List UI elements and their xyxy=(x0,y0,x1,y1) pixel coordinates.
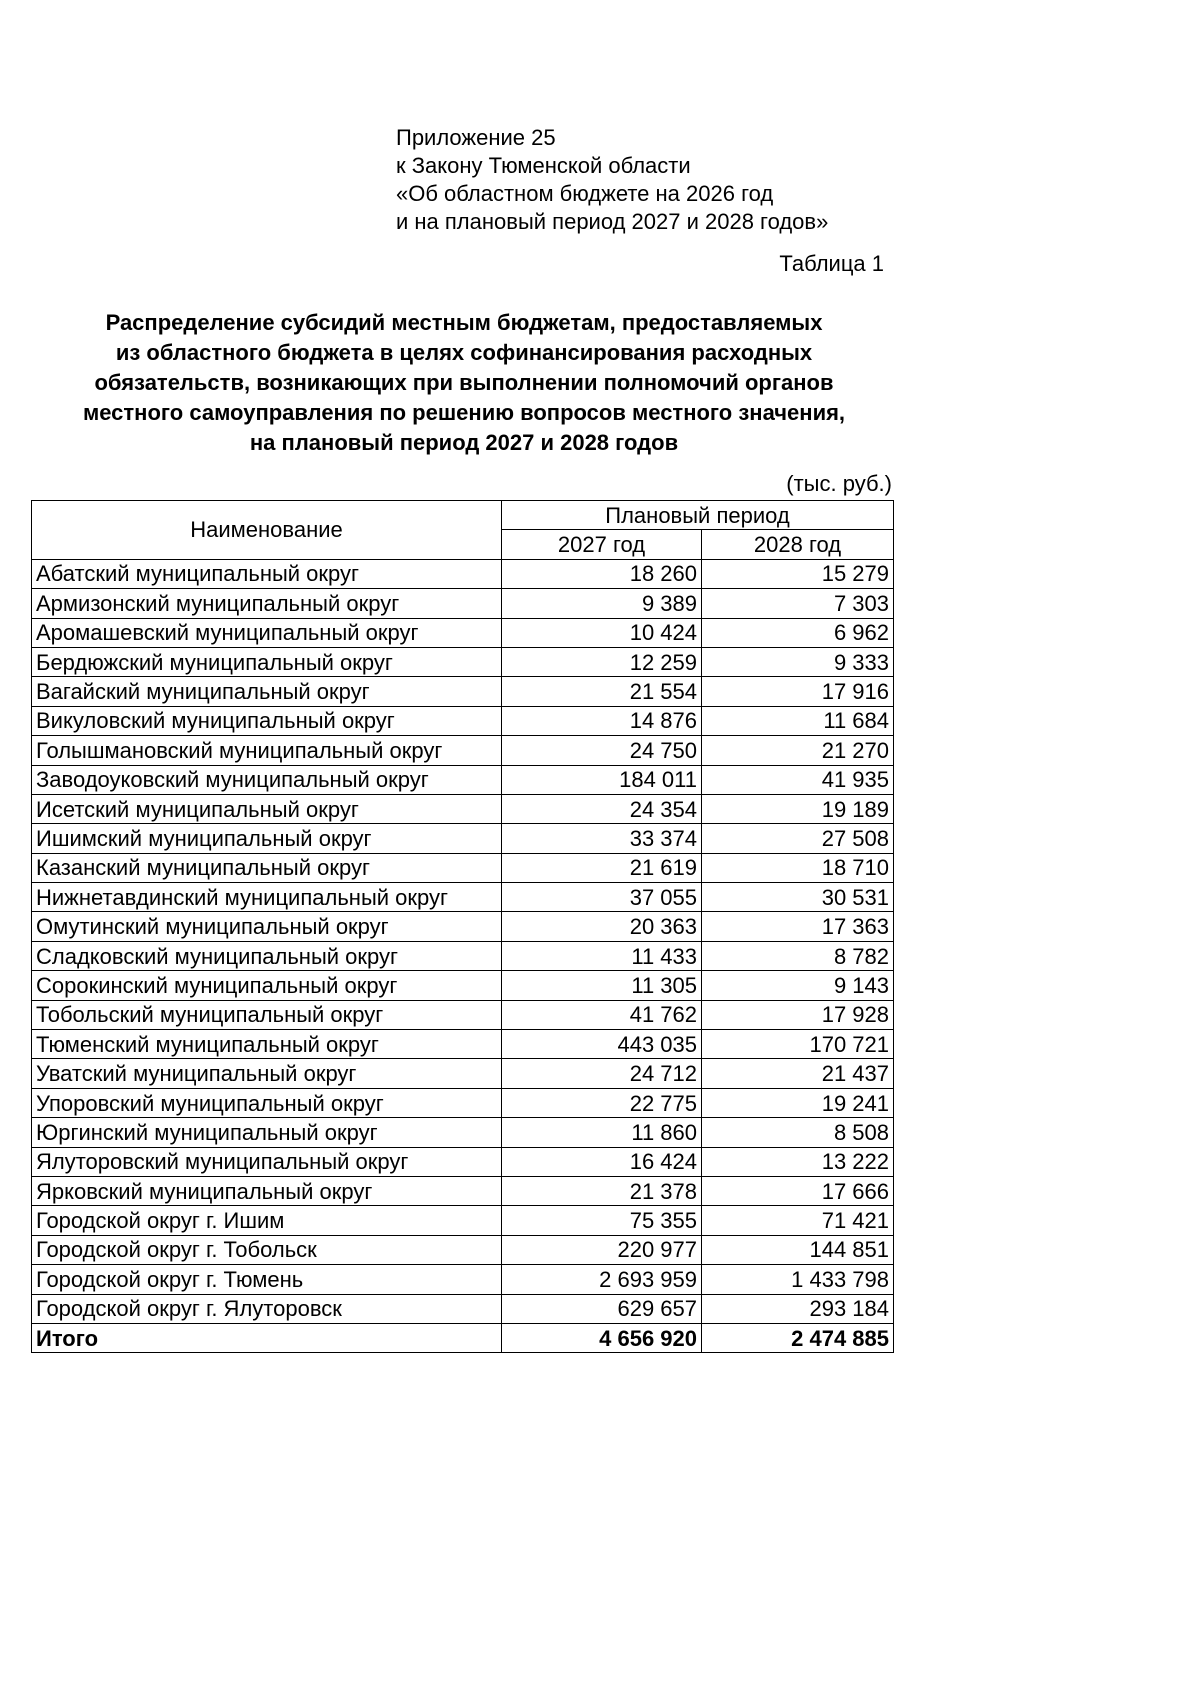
row-value-2028: 41 935 xyxy=(702,765,894,794)
table-row xyxy=(32,794,894,823)
row-name: Сладковский муниципальный округ xyxy=(32,941,502,970)
row-name: Вагайский муниципальный округ xyxy=(32,677,502,706)
row-value-2027: 21 378 xyxy=(502,1176,702,1205)
total-row xyxy=(32,1323,894,1352)
row-name: Ишимский муниципальный округ xyxy=(32,824,502,853)
row-value-2028: 15 279 xyxy=(702,559,894,588)
row-value-2027: 443 035 xyxy=(502,1030,702,1059)
table-row xyxy=(32,647,894,676)
row-name: Бердюжский муниципальный округ xyxy=(32,647,502,676)
row-value-2027: 24 712 xyxy=(502,1059,702,1088)
unit-label: (тыс. руб.) xyxy=(786,471,892,496)
row-value-2027: 24 750 xyxy=(502,736,702,765)
row-name: Ялуторовский муниципальный округ xyxy=(32,1147,502,1176)
row-value-2028: 144 851 xyxy=(702,1235,894,1264)
table-row xyxy=(32,883,894,912)
table-row xyxy=(32,559,894,588)
row-value-2027: 20 363 xyxy=(502,912,702,941)
row-value-2028: 17 666 xyxy=(702,1176,894,1205)
row-name: Викуловский муниципальный округ xyxy=(32,706,502,735)
row-value-2027: 184 011 xyxy=(502,765,702,794)
title-line: местного самоуправления по решению вопросов местного значения, xyxy=(82,400,846,425)
row-value-2028: 21 270 xyxy=(702,736,894,765)
row-name: Упоровский муниципальный округ xyxy=(32,1088,502,1117)
header-2028: 2028 год xyxy=(702,530,894,559)
document-title xyxy=(30,308,898,458)
title-line: обязательств, возникающих при выполнении полномочий органов xyxy=(94,370,834,395)
subsidy-table xyxy=(31,500,894,1353)
row-name: Нижнетавдинский муниципальный округ xyxy=(32,883,502,912)
row-value-2028: 170 721 xyxy=(702,1030,894,1059)
table-row xyxy=(32,1265,894,1294)
table-body xyxy=(32,559,894,1353)
row-name: Городской округ г. Ишим xyxy=(32,1206,502,1235)
table-row xyxy=(32,736,894,765)
row-value-2027: 22 775 xyxy=(502,1088,702,1117)
row-value-2028: 17 363 xyxy=(702,912,894,941)
appendix-header xyxy=(396,124,828,236)
row-value-2027: 21 554 xyxy=(502,677,702,706)
row-value-2027: 2 693 959 xyxy=(502,1265,702,1294)
title-line: на плановый период 2027 и 2028 годов xyxy=(249,430,679,455)
appendix-line: Приложение 25 xyxy=(396,125,556,150)
row-name: Тюменский муниципальный округ xyxy=(32,1030,502,1059)
table-row xyxy=(32,765,894,794)
table-row xyxy=(32,677,894,706)
row-name: Юргинский муниципальный округ xyxy=(32,1118,502,1147)
table-row xyxy=(32,853,894,882)
appendix-line: «Об областном бюджете на 2026 год xyxy=(396,181,774,206)
row-value-2027: 33 374 xyxy=(502,824,702,853)
row-value-2028: 17 916 xyxy=(702,677,894,706)
table-row xyxy=(32,618,894,647)
row-name: Абатский муниципальный округ xyxy=(32,559,502,588)
table-row xyxy=(32,1000,894,1029)
row-value-2027: 9 389 xyxy=(502,589,702,618)
row-name: Голышмановский муниципальный округ xyxy=(32,736,502,765)
header-2027: 2027 год xyxy=(502,530,702,559)
title-line: из областного бюджета в целях софинансирования расходных xyxy=(115,340,813,365)
table-row xyxy=(32,941,894,970)
table-row xyxy=(32,1030,894,1059)
row-value-2027: 629 657 xyxy=(502,1294,702,1323)
row-name: Заводоуковский муниципальный округ xyxy=(32,765,502,794)
row-value-2028: 19 241 xyxy=(702,1088,894,1117)
row-value-2027: 220 977 xyxy=(502,1235,702,1264)
row-value-2028: 293 184 xyxy=(702,1294,894,1323)
row-value-2027: 41 762 xyxy=(502,1000,702,1029)
row-value-2028: 9 333 xyxy=(702,647,894,676)
row-value-2027: 12 259 xyxy=(502,647,702,676)
table-number: Таблица 1 xyxy=(779,251,884,276)
appendix-line: и на плановый период 2027 и 2028 годов» xyxy=(396,209,829,234)
row-value-2027: 21 619 xyxy=(502,853,702,882)
row-value-2028: 8 782 xyxy=(702,941,894,970)
table-row xyxy=(32,1088,894,1117)
row-value-2027: 18 260 xyxy=(502,559,702,588)
total-value-2027: 4 656 920 xyxy=(502,1323,702,1352)
row-value-2027: 11 433 xyxy=(502,941,702,970)
row-value-2027: 16 424 xyxy=(502,1147,702,1176)
row-value-2028: 27 508 xyxy=(702,824,894,853)
title-line: Распределение субсидий местным бюджетам, предоставляемых xyxy=(105,310,823,335)
table-row xyxy=(32,1176,894,1205)
row-value-2028: 71 421 xyxy=(702,1206,894,1235)
row-name: Уватский муниципальный округ xyxy=(32,1059,502,1088)
row-name: Тобольский муниципальный округ xyxy=(32,1000,502,1029)
row-value-2027: 11 860 xyxy=(502,1118,702,1147)
row-value-2028: 30 531 xyxy=(702,883,894,912)
header-name: Наименование xyxy=(32,501,502,560)
row-name: Исетский муниципальный округ xyxy=(32,794,502,823)
table-row xyxy=(32,1059,894,1088)
row-name: Городской округ г. Тобольск xyxy=(32,1235,502,1264)
row-value-2028: 19 189 xyxy=(702,794,894,823)
row-value-2028: 6 962 xyxy=(702,618,894,647)
row-value-2028: 7 303 xyxy=(702,589,894,618)
row-name: Городской округ г. Ялуторовск xyxy=(32,1294,502,1323)
row-name: Городской округ г. Тюмень xyxy=(32,1265,502,1294)
row-value-2028: 11 684 xyxy=(702,706,894,735)
table-row xyxy=(32,1235,894,1264)
row-name: Армизонский муниципальный округ xyxy=(32,589,502,618)
row-value-2027: 10 424 xyxy=(502,618,702,647)
row-value-2028: 13 222 xyxy=(702,1147,894,1176)
row-name: Омутинский муниципальный округ xyxy=(32,912,502,941)
row-value-2028: 17 928 xyxy=(702,1000,894,1029)
row-value-2028: 1 433 798 xyxy=(702,1265,894,1294)
table-header xyxy=(32,501,894,560)
header-planned-period: Плановый период xyxy=(502,501,894,530)
table-row xyxy=(32,1294,894,1323)
table-row xyxy=(32,912,894,941)
row-name: Казанский муниципальный округ xyxy=(32,853,502,882)
table-row xyxy=(32,1147,894,1176)
table-row xyxy=(32,589,894,618)
table-row xyxy=(32,706,894,735)
row-value-2028: 18 710 xyxy=(702,853,894,882)
row-value-2028: 9 143 xyxy=(702,971,894,1000)
row-value-2027: 24 354 xyxy=(502,794,702,823)
table-row xyxy=(32,1206,894,1235)
row-name: Сорокинский муниципальный округ xyxy=(32,971,502,1000)
table-row xyxy=(32,824,894,853)
row-value-2027: 75 355 xyxy=(502,1206,702,1235)
total-value-2028: 2 474 885 xyxy=(702,1323,894,1352)
row-name: Ярковский муниципальный округ xyxy=(32,1176,502,1205)
table-row xyxy=(32,971,894,1000)
total-name: Итого xyxy=(32,1323,502,1352)
table-row xyxy=(32,1118,894,1147)
row-value-2028: 8 508 xyxy=(702,1118,894,1147)
row-value-2027: 37 055 xyxy=(502,883,702,912)
row-value-2027: 14 876 xyxy=(502,706,702,735)
row-name: Аромашевский муниципальный округ xyxy=(32,618,502,647)
row-value-2028: 21 437 xyxy=(702,1059,894,1088)
appendix-line: к Закону Тюменской области xyxy=(396,153,691,178)
row-value-2027: 11 305 xyxy=(502,971,702,1000)
